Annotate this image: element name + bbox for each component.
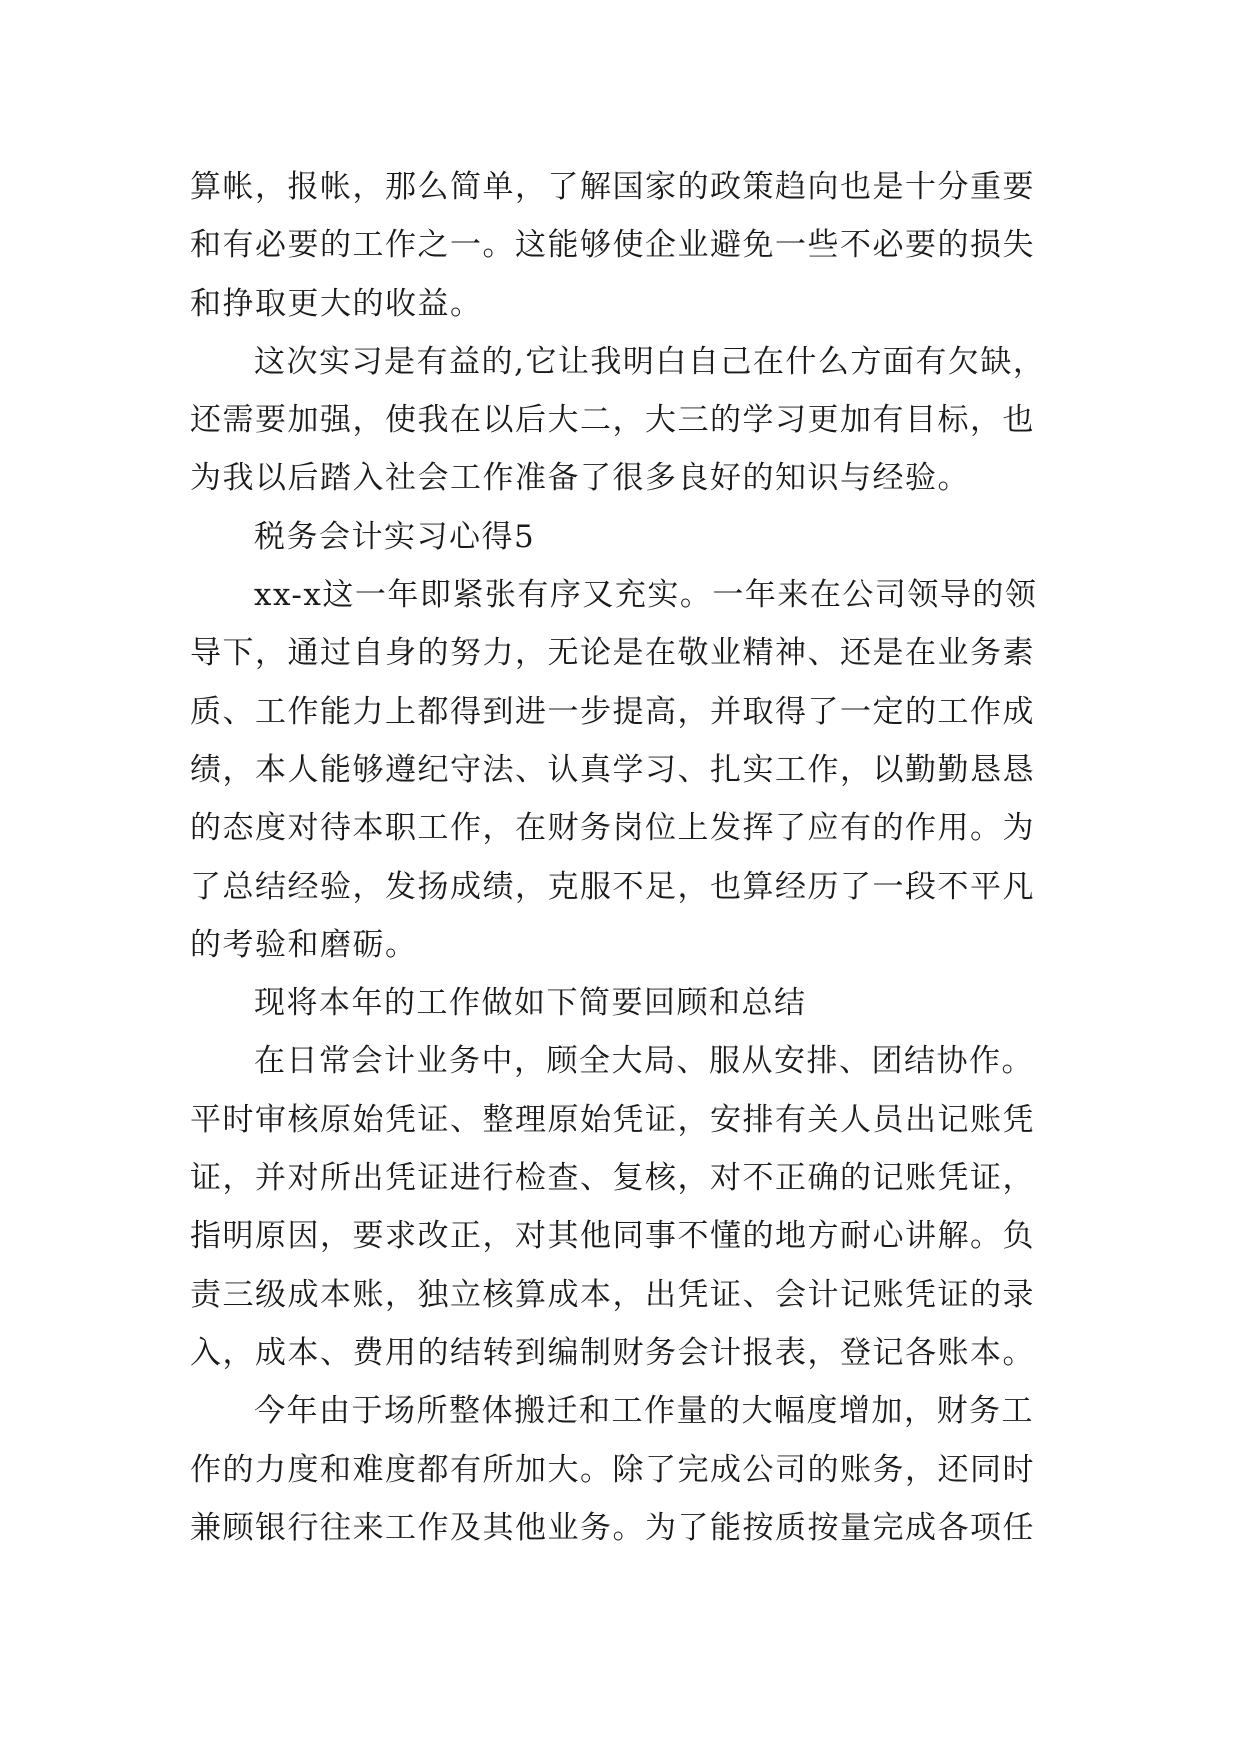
text-line: 绩，本人能够遵纪守法、认真学习、扎实工作，以勤勤恳恳 [190, 751, 1035, 788]
text-line: 今年由于场所整体搬迁和工作量的大幅度增加，财务工 [254, 1393, 1034, 1430]
text-line: 作的力度和难度都有所加大。除了完成公司的账务，还同时 [190, 1451, 1035, 1488]
text-line: 平时审核原始凭证、整理原始凭证，安排有关人员出记账凭 [190, 1101, 1035, 1138]
text-line: 算帐，报帐，那么简单，了解国家的政策趋向也是十分重要 [190, 169, 1035, 205]
text-line: 还需要加强，使我在以后大二，大三的学习更加有目标，也 [190, 402, 1035, 439]
text-line: 了总结经验，发扬成绩，克服不足，也算经历了一段不平凡 [190, 868, 1035, 905]
text-line: 税务会计实习心得5 [254, 518, 536, 555]
text-line: 在日常会计业务中，顾全大局、服从安排、团结协作。 [254, 1043, 1034, 1080]
text-line: 兼顾银行往来工作及其他业务。为了能按质按量完成各项任 [190, 1509, 1035, 1546]
text-line: 责三级成本账，独立核算成本，出凭证、会计记账凭证的录 [190, 1276, 1035, 1313]
text-line: 指明原因，要求改正，对其他同事不懂的地方耐心讲解。负 [190, 1218, 1035, 1255]
text-line: 导下，通过自身的努力，无论是在敬业精神、还是在业务素 [190, 635, 1035, 672]
text-line: 的态度对待本职工作，在财务岗位上发挥了应有的作用。为 [190, 810, 1035, 847]
text-line: 证，并对所出凭证进行检查、复核，对不正确的记账凭证， [190, 1160, 1035, 1197]
text-line: 质、工作能力上都得到进一步提高，并取得了一定的工作成 [190, 693, 1035, 730]
text-line: 的考验和磨砺。 [190, 926, 418, 963]
text-line: 现将本年的工作做如下简要回顾和总结 [254, 985, 807, 1022]
text-line: 为我以后踏入社会工作准备了很多良好的知识与经验。 [190, 460, 970, 497]
text-line: xx-x这一年即紧张有序又充实。一年来在公司领导的领 [254, 577, 1038, 614]
text-line: 和挣取更大的收益。 [190, 285, 483, 322]
text-line: 和有必要的工作之一。这能够使企业避免一些不必要的损失 [190, 227, 1035, 264]
text-line: 这次实习是有益的,它让我明白自己在什么方面有欠缺， [254, 343, 1046, 380]
document-body [190, 158, 1070, 1557]
text-line: 入，成本、费用的结转到编制财务会计报表，登记各账本。 [190, 1334, 1035, 1371]
